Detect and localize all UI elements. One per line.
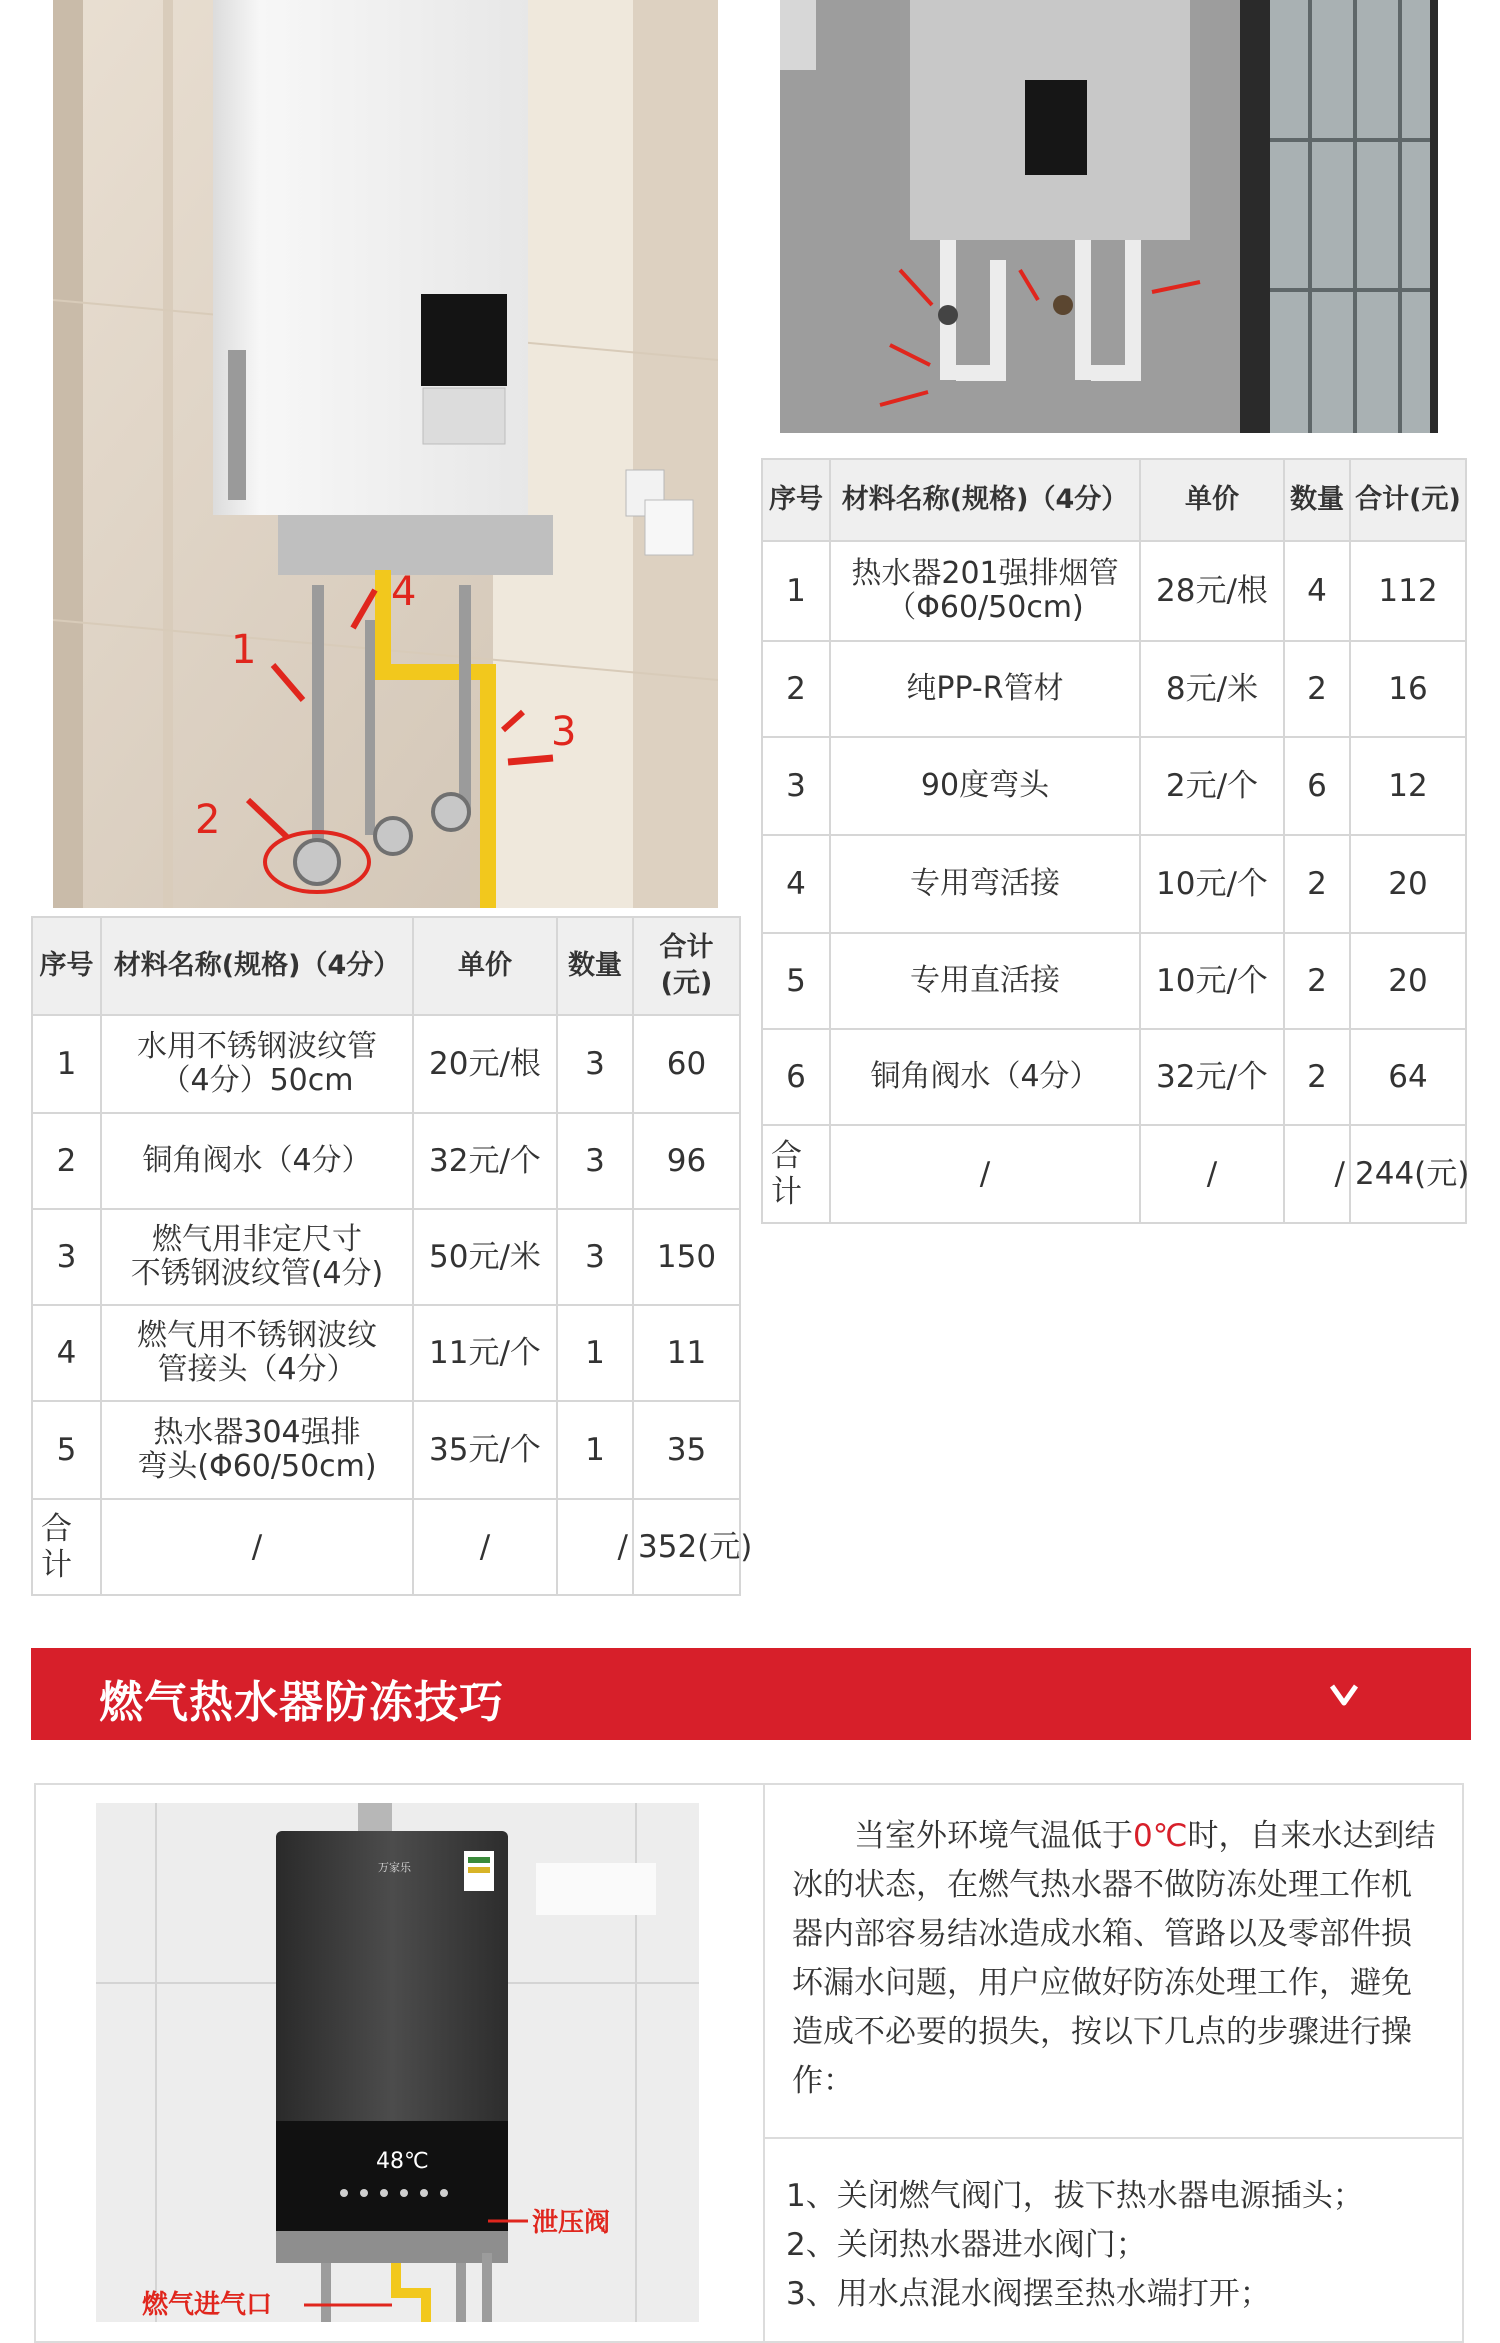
cell-qty: 2 (1284, 933, 1350, 1029)
cell-total: 60 (633, 1015, 740, 1113)
frost-divider (763, 1783, 765, 2343)
cell-qty: 3 (557, 1113, 633, 1209)
table-row (762, 1029, 1466, 1125)
frost-step: 1、关闭燃气阀门，拔下热水器电源插头； (786, 2178, 1364, 2214)
cell-price: 10元/个 (1140, 835, 1284, 933)
cell-name: 燃气用不锈钢波纹 管接头（4分） (101, 1305, 413, 1401)
cell-total: 64 (1350, 1029, 1466, 1125)
cell-no: 1 (32, 1015, 101, 1113)
col-header-total: 合计(元) (633, 917, 740, 1015)
cell-qty: 2 (1284, 641, 1350, 737)
table-row (32, 1401, 740, 1499)
cell-qty: 1 (557, 1305, 633, 1401)
cell-name: / (101, 1499, 413, 1595)
cell-price: 8元/米 (1140, 641, 1284, 737)
cell-total: 96 (633, 1113, 740, 1209)
table-row (762, 933, 1466, 1029)
cell-no: 2 (32, 1113, 101, 1209)
table-row (32, 1113, 740, 1209)
heater-display: 48℃ (376, 2149, 429, 2174)
cell-name: 铜角阀水（4分） (101, 1113, 413, 1209)
cell-no: 2 (762, 641, 830, 737)
table-header-row (762, 459, 1466, 541)
table-total-row (32, 1499, 740, 1595)
cell-name: / (830, 1125, 1140, 1223)
col-header-price: 单价 (1140, 459, 1284, 541)
frost-intro-post: 时，自来水达到结冰的状态，在燃气热水器不做防冻处理工作机器内部容易结冰造成水箱、管路以及零部件损坏漏水问题，用户应做好防冻处理工作，避免造成不必要的损失，按以下几点的步骤进行操作： (792, 1818, 1436, 2099)
cell-no: 6 (762, 1029, 830, 1125)
cell-price: 50元/米 (413, 1209, 557, 1305)
cell-qty: 6 (1284, 737, 1350, 835)
col-header-name: 材料名称(规格)（4分） (830, 459, 1140, 541)
material-table-right (761, 458, 1470, 1224)
cell-price: 11元/个 (413, 1305, 557, 1401)
heater-install-photo-left (53, 0, 718, 908)
cell-total: 150 (633, 1209, 740, 1305)
cell-qty: / (1284, 1125, 1350, 1223)
cell-price: 32元/个 (413, 1113, 557, 1209)
callout-1: 1 (231, 627, 257, 673)
cell-total: 20 (1350, 835, 1466, 933)
frost-intro-pre: 当室外环境气温低于 (854, 1818, 1133, 1854)
table-row (762, 641, 1466, 737)
cell-qty: / (557, 1499, 633, 1595)
frost-steps (786, 2172, 1446, 2319)
cell-qty: 1 (557, 1401, 633, 1499)
cell-no: 4 (762, 835, 830, 933)
cell-price: / (413, 1499, 557, 1595)
cell-total: 35 (633, 1401, 740, 1499)
cell-name: 专用直活接 (830, 933, 1140, 1029)
frost-step: 2、关闭热水器进水阀门； (786, 2227, 1147, 2263)
cell-no: 3 (32, 1209, 101, 1305)
col-header-qty: 数量 (557, 917, 633, 1015)
cell-price: 20元/根 (413, 1015, 557, 1113)
heater-frost-photo (96, 1803, 699, 2322)
table-total-row (762, 1125, 1466, 1223)
col-header-total: 合计(元) (1350, 459, 1466, 541)
cell-total: 12 (1350, 737, 1466, 835)
frost-intro (792, 1812, 1440, 2106)
section-banner[interactable] (31, 1648, 1471, 1740)
col-header-no: 序号 (32, 917, 101, 1015)
cell-total: 244(元) (1350, 1125, 1466, 1223)
cell-total: 112 (1350, 541, 1466, 641)
cell-name: 热水器304强排 弯头(Φ60/50cm) (101, 1401, 413, 1499)
cell-price: 35元/个 (413, 1401, 557, 1499)
col-header-no: 序号 (762, 459, 830, 541)
table-header-row (32, 917, 740, 1015)
cell-price: 10元/个 (1140, 933, 1284, 1029)
cell-no: 1 (762, 541, 830, 641)
cell-name: 铜角阀水（4分） (830, 1029, 1140, 1125)
cell-no: 5 (32, 1401, 101, 1499)
cell-qty: 4 (1284, 541, 1350, 641)
cell-total: 16 (1350, 641, 1466, 737)
cell-no: 4 (32, 1305, 101, 1401)
cell-qty: 2 (1284, 835, 1350, 933)
material-table-left (31, 916, 753, 1596)
callout-2: 2 (195, 797, 221, 843)
cell-no: 3 (762, 737, 830, 835)
section-title: 燃气热水器防冻技巧 (99, 1677, 504, 1728)
frost-intro-highlight: 0℃ (1133, 1818, 1188, 1854)
cell-name: 热水器201强排烟管 （Φ60/50cm) (830, 541, 1140, 641)
table-row (32, 1209, 740, 1305)
col-header-price: 单价 (413, 917, 557, 1015)
table-row (762, 737, 1466, 835)
heater-install-photo-right (780, 0, 1438, 433)
cell-qty: 3 (557, 1209, 633, 1305)
cell-total: 11 (633, 1305, 740, 1401)
cell-name: 水用不锈钢波纹管 （4分）50cm (101, 1015, 413, 1113)
cell-name: 纯PP-R管材 (830, 641, 1140, 737)
cell-price: 28元/根 (1140, 541, 1284, 641)
cell-qty: 3 (557, 1015, 633, 1113)
chevron-down-icon[interactable] (1327, 1676, 1361, 1710)
cell-total: 20 (1350, 933, 1466, 1029)
col-header-name: 材料名称(规格)（4分） (101, 917, 413, 1015)
table-row (762, 835, 1466, 933)
cell-qty: 2 (1284, 1029, 1350, 1125)
heater-brand-logo: 万家乐 (378, 1861, 411, 1874)
pressure-valve-label: 泄压阀 (532, 2208, 611, 2238)
callout-4: 4 (391, 569, 417, 615)
cell-name: 燃气用非定尺寸 不锈钢波纹管(4分) (101, 1209, 413, 1305)
col-header-qty: 数量 (1284, 459, 1350, 541)
table-row (762, 541, 1466, 641)
callout-3: 3 (551, 709, 577, 755)
frost-text-divider (765, 2137, 1464, 2139)
cell-price: 32元/个 (1140, 1029, 1284, 1125)
frost-step: 3、用水点混水阀摆至热水端打开； (786, 2276, 1271, 2312)
cell-name: 90度弯头 (830, 737, 1140, 835)
cell-price: 2元/个 (1140, 737, 1284, 835)
table-row (32, 1015, 740, 1113)
cell-total-label: 合计 (32, 1499, 101, 1595)
cell-total-label: 合计 (762, 1125, 830, 1223)
table-row (32, 1305, 740, 1401)
cell-name: 专用弯活接 (830, 835, 1140, 933)
cell-price: / (1140, 1125, 1284, 1223)
cell-no: 5 (762, 933, 830, 1029)
cell-total: 352(元) (633, 1499, 740, 1595)
gas-inlet-label: 燃气进气口 (142, 2290, 273, 2320)
